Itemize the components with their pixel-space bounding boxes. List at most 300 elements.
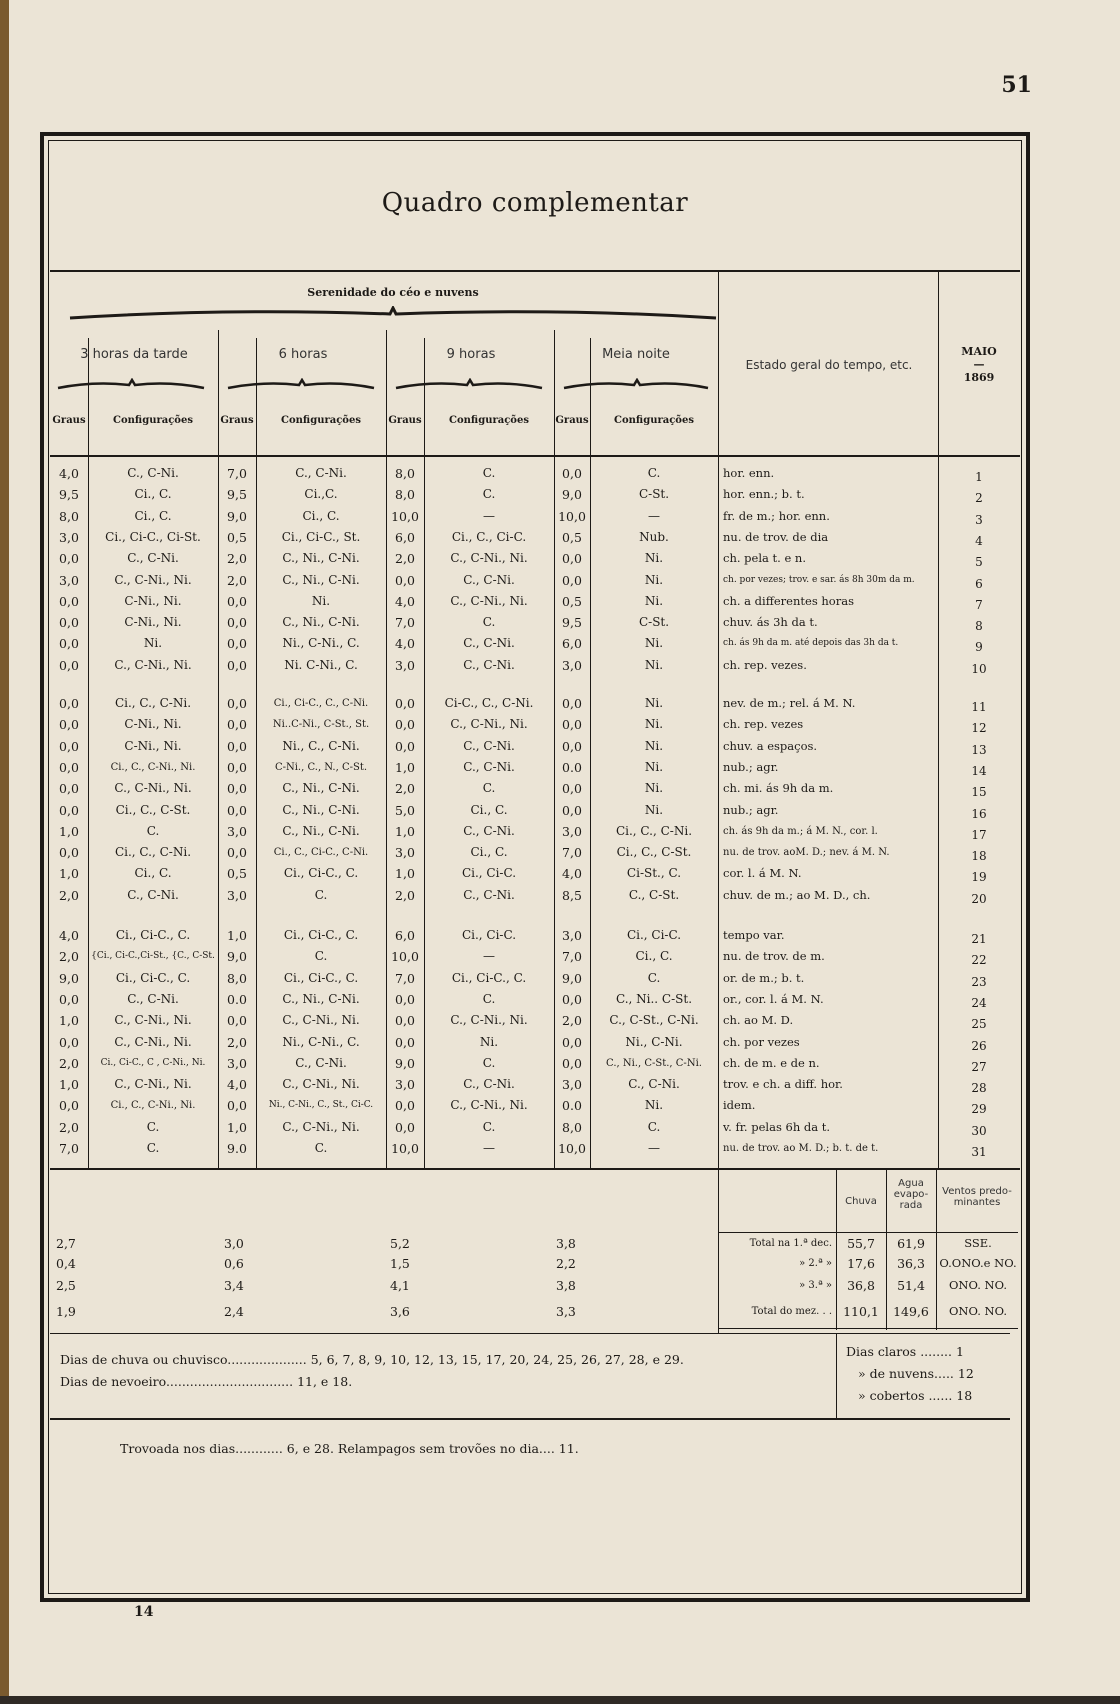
config-3pm: Ci., C., C-St. — [115, 802, 191, 817]
graus-midnight: 10,0 — [558, 1141, 586, 1156]
summary-graus-9pm: 4,1 — [390, 1278, 410, 1293]
estado-header: Estado geral do tempo, etc. — [745, 358, 913, 372]
day-cell: 31 — [971, 1145, 987, 1159]
config-3pm: Ci., C. — [134, 866, 172, 881]
graus-9pm: 3,0 — [395, 845, 415, 861]
summary-graus-3pm: 1,9 — [56, 1304, 76, 1319]
config-9pm: C., C-Ni., Ni. — [450, 1098, 528, 1113]
graus-midnight: 7,0 — [562, 845, 582, 861]
config-6pm: Ni. — [311, 593, 331, 608]
graus-6pm: 0.0 — [227, 991, 247, 1007]
summary-graus-9pm: 5,2 — [390, 1236, 410, 1251]
config-6pm: C., Ni., C-Ni. — [282, 572, 360, 587]
summary-ventos: ONO. NO. — [948, 1278, 1008, 1292]
config-header-2: Configurações — [281, 415, 361, 426]
graus-9pm: 2,0 — [395, 551, 415, 567]
estado-cell: hor. enn.; b. t. — [723, 487, 805, 502]
graus-6pm: 8,0 — [227, 970, 247, 986]
summary-chuva: 17,6 — [847, 1256, 875, 1271]
graus-3pm: 2,0 — [59, 949, 79, 965]
config-midnight: Ni. — [644, 759, 664, 774]
graus-9pm: 5,0 — [395, 802, 415, 818]
summary-label: Total na 1.ª dec. — [749, 1238, 832, 1249]
graus-midnight: 8,0 — [562, 1119, 582, 1135]
note-dias-chuva: Dias de chuva ou chuvisco.................... 5, 6, 7, 8, 9, 10, 12, 13, 15, 17, 20, 24, 25, 26, 27, 28, e 29. — [60, 1352, 684, 1367]
month-label: MAIO — [961, 345, 997, 358]
config-midnight: Ni., C-Ni. — [625, 1034, 683, 1049]
summary-graus-3pm: 2,7 — [56, 1236, 76, 1251]
summary-graus-midnight: 3,8 — [556, 1236, 576, 1251]
graus-9pm: 8,0 — [395, 466, 415, 481]
day-cell: 23 — [971, 974, 987, 989]
config-6pm: Ni. C-Ni., C. — [284, 657, 358, 672]
day-cell: 19 — [971, 870, 987, 885]
graus-midnight: 4,0 — [562, 866, 582, 882]
day-cell: 3 — [975, 512, 983, 527]
header-top-rule — [50, 270, 1020, 272]
config-midnight: Ni. — [644, 717, 664, 732]
graus-6pm: 3,0 — [227, 823, 247, 839]
config-6pm: Ni., C., C-Ni. — [282, 738, 360, 753]
graus-3pm: 0,0 — [59, 615, 79, 631]
footer-number: 14 — [134, 1604, 154, 1620]
config-3pm: C., C-Ni. — [127, 466, 179, 480]
config-9pm: C., C-Ni., Ni. — [450, 717, 528, 732]
estado-cell: chuv. a espaços. — [723, 738, 818, 753]
config-midnight: C. — [647, 1119, 661, 1134]
config-midnight: C., C-St., C-Ni. — [609, 1013, 699, 1028]
note-dias-cobertos: » cobertos ...... 18 — [858, 1388, 973, 1403]
graus-3pm: 1,0 — [59, 1013, 79, 1029]
config-9pm: C., C-Ni. — [463, 572, 515, 587]
period-rule-0 — [218, 330, 219, 338]
graus-midnight: 0,0 — [562, 991, 582, 1007]
config-9pm: C. — [482, 466, 496, 480]
page-title: Quadro complementar — [381, 188, 689, 218]
day-cell: 4 — [975, 533, 983, 548]
graus-3pm: 0,0 — [59, 991, 79, 1007]
day-cell: 12 — [971, 721, 987, 736]
config-3pm: Ci., C. — [134, 487, 172, 502]
graus-3pm: 0,0 — [59, 551, 79, 567]
summary-chuva: 36,8 — [847, 1278, 875, 1293]
config-midnight: Ci., C., C-St. — [616, 845, 692, 860]
config-6pm: Ci., C., Ci-C., C-Ni. — [273, 847, 369, 859]
config-midnight: — — [648, 508, 660, 523]
estado-cell: ch. mi. ás 9h da m. — [723, 781, 834, 796]
graus-6pm: 0,0 — [227, 845, 247, 861]
year-label: 1869 — [963, 371, 995, 384]
graus-3pm: 1,0 — [59, 866, 79, 882]
day-cell: 24 — [971, 995, 987, 1010]
graus-midnight: 2,0 — [562, 1013, 582, 1029]
day-cell: 1 — [975, 470, 983, 484]
estado-cell: or., cor. l. á M. N. — [723, 991, 824, 1006]
page-edge — [0, 0, 9, 1704]
estado-cell: nev. de m.; rel. á M. N. — [723, 696, 856, 710]
summary-agua: 36,3 — [897, 1256, 925, 1271]
summary-agua: 51,4 — [897, 1278, 925, 1293]
graus-6pm: 0,0 — [227, 781, 247, 797]
graus-6pm: 2,0 — [227, 572, 247, 588]
config-6pm: Ci., C. — [302, 508, 340, 523]
estado-cell: ch. pela t. e n. — [723, 551, 806, 566]
summary-graus-6pm: 0,6 — [224, 1256, 244, 1271]
graus-midnight: 0,5 — [562, 593, 582, 609]
summary-top-rule — [50, 1168, 1020, 1170]
config-midnight: Ni. — [644, 551, 664, 566]
config-9pm: C., C-Ni. — [463, 887, 515, 902]
graus-midnight: 0,0 — [562, 802, 582, 818]
config-9pm: Ci., C. — [470, 802, 508, 817]
estado-cell: hor. enn. — [723, 466, 775, 480]
graus-9pm: 3,0 — [395, 657, 415, 673]
config-3pm: Ci., C., C-Ni., Ni. — [110, 1100, 196, 1112]
config-6pm: C., C-Ni., Ni. — [282, 1013, 360, 1028]
graus-6pm: 0,0 — [227, 696, 247, 711]
config-3pm: C., C-Ni. — [127, 991, 179, 1006]
config-6pm: Ci., Ci-C., C. — [283, 928, 359, 942]
config-midnight: — — [648, 1141, 660, 1155]
month-header — [938, 345, 1020, 384]
config-6pm: C. — [314, 887, 328, 902]
config-3pm: Ci., C., C-Ni. — [114, 845, 192, 860]
summary-agua: 149,6 — [893, 1304, 929, 1319]
graus-midnight: 0.0 — [562, 1098, 582, 1114]
day-cell: 29 — [971, 1102, 987, 1117]
config-6pm: C., C-Ni., Ni. — [282, 1119, 360, 1134]
estado-cell: trov. e ch. a diff. hor. — [723, 1077, 843, 1092]
graus-3pm: 2,0 — [59, 887, 79, 903]
graus-midnight: 0,0 — [562, 466, 582, 481]
config-9pm: C. — [482, 991, 496, 1006]
graus-midnight: 0,5 — [562, 529, 582, 545]
config-3pm: C., C-Ni., Ni. — [114, 657, 192, 672]
day-cell: 8 — [975, 619, 983, 634]
config-9pm: C. — [482, 487, 496, 502]
notes-divider-rule — [836, 1333, 837, 1418]
estado-cell: ch. ás 9h da m. até depois das 3h da t. — [723, 638, 899, 649]
day-cell: 25 — [971, 1017, 987, 1032]
estado-cell: v. fr. pelas 6h da t. — [723, 1119, 831, 1134]
config-midnight: Ni. — [644, 738, 664, 753]
graus-9pm: 6,0 — [395, 529, 415, 545]
estado-cell: nub.; agr. — [723, 759, 779, 774]
graus-midnight: 10,0 — [558, 508, 586, 524]
config-midnight: Ci-St., C. — [626, 866, 682, 881]
config-midnight: Ci., C. — [635, 949, 673, 964]
summary-graus-midnight: 3,8 — [556, 1278, 576, 1293]
graus-3pm: 2,0 — [59, 1055, 79, 1071]
day-left-rule — [938, 270, 939, 1168]
graus-9pm: 7,0 — [395, 615, 415, 631]
estado-cell: ch. de m. e de n. — [723, 1055, 820, 1070]
ventos-header: Ventos predo- minantes — [942, 1186, 1012, 1208]
config-3pm: C. — [146, 1119, 160, 1134]
graus-6pm: 0,0 — [227, 1098, 247, 1114]
graus-midnight: 0.0 — [562, 759, 582, 775]
config-midnight: Ci., C., C-Ni. — [615, 823, 693, 838]
estado-cell: chuv. de m.; ao M. D., ch. — [723, 887, 871, 902]
config-9pm: C., C-Ni. — [463, 1077, 515, 1092]
chuva-header: Chuva — [845, 1196, 877, 1207]
graus-midnight: 0,0 — [562, 1034, 582, 1050]
day-cell: 20 — [971, 891, 987, 906]
config-9pm: Ci., C., Ci-C. — [451, 529, 527, 544]
config-9pm: Ci., Ci-C., C. — [451, 970, 527, 985]
graus-9pm: 6,0 — [395, 928, 415, 943]
day-cell: 27 — [971, 1059, 987, 1074]
config-midnight: Ni. — [644, 802, 664, 817]
config-6pm: C., Ni., C-Ni. — [282, 991, 360, 1006]
day-cell: 2 — [975, 491, 983, 506]
config-midnight: C., C-Ni. — [628, 1077, 680, 1092]
summary-graus-3pm: 2,5 — [56, 1278, 76, 1293]
estado-left-rule — [718, 270, 719, 1168]
graus-6pm: 0,0 — [227, 657, 247, 673]
config-6pm: Ni., C-Ni., C. — [282, 636, 360, 651]
graus-3pm: 4,0 — [59, 466, 79, 481]
day-cell: 28 — [971, 1081, 987, 1096]
graus-9pm: 0,0 — [395, 738, 415, 754]
graus-9pm: 0,0 — [395, 1013, 415, 1029]
config-3pm: C., C-Ni. — [127, 887, 179, 902]
graus-midnight: 0,0 — [562, 738, 582, 754]
config-9pm: — — [483, 508, 495, 523]
graus-6pm: 9,5 — [227, 487, 247, 503]
config-6pm: Ni..C-Ni., C-St., St. — [272, 719, 370, 731]
summary-ventos: ONO. NO. — [948, 1304, 1008, 1318]
config-3pm: C., C-Ni. — [127, 551, 179, 566]
graus-midnight: 3,0 — [562, 1077, 582, 1093]
graus-3pm: 0,0 — [59, 636, 79, 652]
estado-cell: tempo var. — [723, 928, 785, 942]
period-6pm: 6 horas — [278, 347, 328, 362]
summary-label: » 3.ª » — [799, 1280, 832, 1291]
graus-6pm: 0,0 — [227, 636, 247, 652]
graus-6pm: 3,0 — [227, 1055, 247, 1071]
summary-label: Total do mez. . . — [751, 1306, 832, 1317]
config-6pm: C., C-Ni. — [295, 466, 347, 480]
graus-9pm: 1,0 — [395, 759, 415, 775]
config-9pm: C., C-Ni. — [463, 657, 515, 672]
config-midnight: C-St. — [638, 487, 670, 502]
summary-label: » 2.ª » — [799, 1258, 832, 1269]
graus-6pm: 3,0 — [227, 887, 247, 903]
graus-9pm: 3,0 — [395, 1077, 415, 1093]
config-midnight: C. — [647, 970, 661, 985]
graus-6pm: 9,0 — [227, 949, 247, 965]
graus-6pm: 0,0 — [227, 593, 247, 609]
graus-header-2: Graus — [220, 415, 254, 426]
graus-3pm: 1,0 — [59, 823, 79, 839]
config-3pm: Ci., Ci-C., C. — [115, 928, 191, 942]
header-bottom-rule — [50, 455, 1020, 457]
day-cell: 15 — [971, 785, 987, 800]
graus-9pm: 0,0 — [395, 717, 415, 733]
note-trovoada: Trovoada nos dias............ 6, e 28. Relampagos sem trovões no dia.... 11. — [120, 1441, 579, 1456]
graus-3pm: 0,0 — [59, 802, 79, 818]
summary-graus-6pm: 3,0 — [224, 1236, 244, 1251]
graus-3pm: 9,5 — [59, 487, 79, 503]
day-cell: 5 — [975, 555, 983, 570]
config-header-1: Configurações — [113, 415, 193, 426]
estado-cell: ch. rep. vezes — [723, 717, 804, 732]
graus-midnight: 9,0 — [562, 970, 582, 986]
day-cell: 10 — [971, 661, 987, 676]
note-dias-nuvens: » de nuvens..... 12 — [858, 1366, 974, 1381]
graus-6pm: 7,0 — [227, 466, 247, 481]
estado-cell: cor. l. á M. N. — [723, 866, 802, 881]
graus-6pm: 0,0 — [227, 717, 247, 733]
graus-3pm: 0,0 — [59, 1098, 79, 1114]
config-6pm: Ci., Ci-C., C. — [283, 970, 359, 985]
period-midnight: Meia noite — [602, 347, 670, 362]
graus-9pm: 10,0 — [391, 1141, 419, 1156]
config-3pm: Ci., C., C-Ni., Ni. — [110, 761, 196, 773]
config-midnight: Ni. — [644, 636, 664, 651]
period-brace-2 — [226, 378, 376, 390]
graus-6pm: 0,0 — [227, 1013, 247, 1029]
graus-6pm: 9,0 — [227, 508, 247, 524]
summary-graus-6pm: 3,4 — [224, 1278, 244, 1293]
graus-midnight: 0,0 — [562, 1055, 582, 1071]
config-midnight: Ni. — [644, 572, 664, 587]
config-header-3: Configurações — [449, 415, 529, 426]
page-edge-bottom — [0, 1696, 1120, 1704]
graus-9pm: 0,0 — [395, 991, 415, 1007]
summary-graus-9pm: 3,6 — [390, 1304, 410, 1319]
graus-6pm: 0,0 — [227, 738, 247, 754]
period-rule-2 — [554, 330, 555, 338]
graus-3pm: 9,0 — [59, 970, 79, 986]
summary-graus-midnight: 2,2 — [556, 1256, 576, 1271]
config-midnight: Ni. — [644, 1098, 664, 1113]
summary-graus-3pm: 0,4 — [56, 1256, 76, 1271]
config-6pm: C., Ni., C-Ni. — [282, 781, 360, 796]
config-3pm: {Ci., Ci-C.,Ci-St., {C., C-St. — [91, 951, 215, 962]
graus-midnight: 6,0 — [562, 636, 582, 652]
config-midnight: C., Ni.. C-St. — [615, 991, 693, 1006]
day-cell: 9 — [975, 640, 983, 655]
summary-ventos: SSE. — [964, 1236, 992, 1250]
day-cell: 14 — [971, 763, 987, 778]
graus-9pm: 1,0 — [395, 823, 415, 839]
config-3pm: Ni. — [143, 636, 163, 651]
summary-chuva: 55,7 — [847, 1236, 875, 1251]
graus-9pm: 2,0 — [395, 781, 415, 797]
period-3pm: 3 horas da tarde — [80, 347, 188, 362]
graus-9pm: 10,0 — [391, 949, 419, 965]
graus-3pm: 3,0 — [59, 572, 79, 588]
graus-9pm: 9,0 — [395, 1055, 415, 1071]
summary-header-rule — [718, 1232, 1018, 1233]
summary-graus-9pm: 1,5 — [390, 1256, 410, 1271]
config-3pm: C., C-Ni., Ni. — [114, 781, 192, 796]
summary-ventos: O.ONO.e NO. — [939, 1256, 1017, 1270]
graus-3pm: 0,0 — [59, 696, 79, 711]
graus-3pm: 0,0 — [59, 717, 79, 733]
config-9pm: C., C-Ni. — [463, 823, 515, 838]
graus-3pm: 0,0 — [59, 593, 79, 609]
config-6pm: C., C-Ni., Ni. — [282, 1077, 360, 1092]
graus-3pm: 1,0 — [59, 1077, 79, 1093]
estado-cell: ch. por vezes — [723, 1034, 800, 1049]
estado-cell: nu. de trov. de dia — [723, 529, 829, 544]
graus-9pm: 0,0 — [395, 696, 415, 711]
graus-6pm: 4,0 — [227, 1077, 247, 1093]
config-3pm: C-Ni., Ni. — [124, 738, 182, 753]
config-6pm: Ci., Ci-C., St. — [281, 529, 361, 544]
graus-9pm: 2,0 — [395, 887, 415, 903]
summary-graus-midnight: 3,3 — [556, 1304, 576, 1319]
summary-graus-6pm: 2,4 — [224, 1304, 244, 1319]
graus-3pm: 0,0 — [59, 657, 79, 673]
note-dias-nevoeiro: Dias de nevoeiro................................ 11, e 18. — [60, 1374, 353, 1389]
config-3pm: C. — [146, 1141, 160, 1155]
config-3pm: C-Ni., Ni. — [124, 593, 182, 608]
graus-3pm: 0,0 — [59, 845, 79, 861]
graus-6pm: 2,0 — [227, 1034, 247, 1050]
graus-9pm: 7,0 — [395, 970, 415, 986]
config-6pm: C-Ni., C., N., C-St. — [274, 761, 368, 773]
config-midnight: C., C-St. — [628, 887, 680, 902]
graus-3pm: 0,0 — [59, 1034, 79, 1050]
config-3pm: C., C-Ni., Ni. — [114, 1034, 192, 1049]
config-6pm: C., Ni., C-Ni. — [282, 551, 360, 566]
config-midnight: C., Ni., C-St., C-Ni. — [606, 1057, 702, 1069]
day-cell: 22 — [971, 953, 987, 968]
estado-cell: nu. de trov. aoM. D.; nev. á M. N. — [723, 847, 890, 859]
graus-6pm: 2,0 — [227, 551, 247, 567]
graus-3pm: 0,0 — [59, 759, 79, 775]
config-midnight: C-St. — [638, 615, 670, 630]
graus-6pm: 1,0 — [227, 1119, 247, 1135]
day-cell: 26 — [971, 1038, 987, 1053]
config-3pm: Ci., Ci-C., C , C-Ni., Ni. — [100, 1057, 206, 1068]
config-9pm: C., C-Ni. — [463, 636, 515, 651]
config-3pm: Ci., C. — [134, 508, 172, 523]
config-midnight: C. — [647, 466, 661, 480]
estado-cell: or. de m.; b. t. — [723, 970, 805, 985]
page-number: 51 — [1001, 72, 1032, 98]
config-6pm: C., Ni., C-Ni. — [282, 823, 360, 838]
graus-midnight: 3,0 — [562, 657, 582, 673]
estado-cell: nub.; agr. — [723, 802, 779, 817]
config-3pm: C., C-Ni., Ni. — [114, 1077, 192, 1092]
graus-3pm: 3,0 — [59, 529, 79, 545]
estado-cell: ch. a differentes horas — [723, 593, 854, 608]
graus-6pm: 0,0 — [227, 802, 247, 818]
config-midnight: Nub. — [639, 529, 669, 544]
config-midnight: Ni. — [644, 593, 664, 608]
config-midnight: Ni. — [644, 781, 664, 796]
config-midnight: Ci., Ci-C. — [626, 928, 682, 942]
month-separator: — — [973, 358, 985, 371]
graus-9pm: 10,0 — [391, 508, 419, 524]
estado-cell: fr. de m.; hor. enn. — [723, 508, 830, 523]
config-3pm: C. — [146, 823, 160, 838]
estado-cell: idem. — [723, 1098, 756, 1113]
graus-9pm: 4,0 — [395, 593, 415, 609]
day-cell: 17 — [971, 827, 987, 842]
config-6pm: C., Ni., C-Ni. — [282, 615, 360, 630]
config-9pm: — — [483, 1141, 495, 1155]
graus-header-4: Graus — [555, 415, 589, 426]
graus-header-1: Graus — [52, 415, 86, 426]
summary-left-rule — [718, 1168, 719, 1333]
config-9pm: C., C-Ni., Ni. — [450, 1013, 528, 1028]
